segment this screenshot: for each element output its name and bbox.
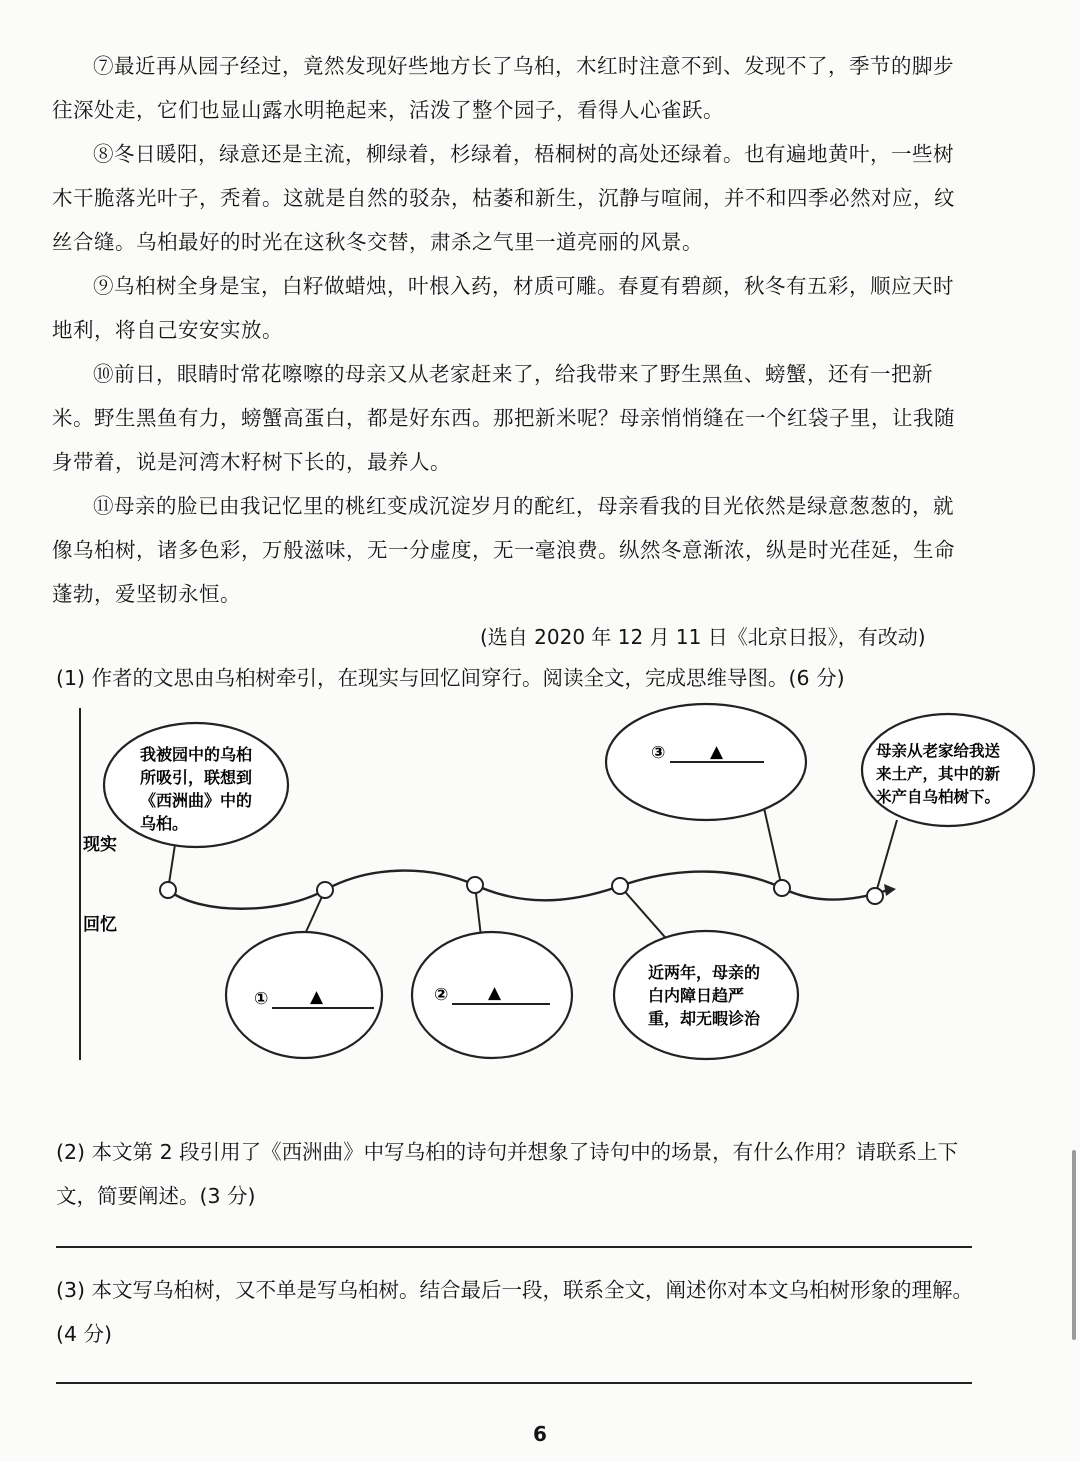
question-2: (2) 本文第 2 段引用了《西洲曲》中写乌桕的诗句并想象了诗句中的场景，有什么作用？请联系上下文，简要阐述。(3 分): [56, 1140, 959, 1208]
paragraph-10: ⑩前日，眼睛时常花嚓嚓的母亲又从老家赶来了，给我带来了野生黑鱼、螃蟹，还有一把新米。野生黑鱼有力，螃蟹高蛋白，都是好东西。那把新米呢？母亲悄悄缝在一个红袋子里，让我随身带着，说是河湾木籽树下长的，最养人。: [52, 362, 955, 474]
source-citation: (选自 2020 年 12 月 11 日《北京日报》，有改动): [480, 625, 926, 649]
timeline-node-6: [867, 888, 883, 904]
paragraph-8: ⑧冬日暖阳，绿意还是主流，柳绿着，杉绿着，梧桐树的高处还绿着。也有遍地黄叶，一些树木干脆落光叶子，秃着。这就是自然的驳杂，枯萎和新生，沉静与喧闹，并不和四季必然对应，纹丝合缝。乌桕最好的时光在这秋冬交替，肃杀之气里一道亮丽的风景。: [52, 142, 955, 254]
timeline-node-4: [612, 878, 628, 894]
question-3: (3) 本文写乌桕树，又不单是写乌桕树。结合最后一段，联系全文，阐述你对本文乌桕树形象的理解。(4 分): [56, 1278, 974, 1346]
mind-map: [0, 690, 1080, 1070]
blank-3-marker: ▲: [710, 742, 724, 762]
timeline-arrow: [884, 884, 896, 896]
connector-5: [764, 808, 782, 888]
page-number: 6: [533, 1422, 547, 1446]
axis-label-memory: 回忆: [83, 915, 117, 935]
answer-line-2: [56, 1246, 972, 1248]
timeline-node-1: [160, 882, 176, 898]
scrollbar[interactable]: [1072, 1150, 1076, 1340]
blank-2-marker: ▲: [488, 983, 502, 1003]
blank-2-number: ②: [434, 985, 449, 1005]
timeline-node-2: [317, 882, 333, 898]
answer-line-3: [56, 1382, 972, 1384]
paragraph-11: ⑪母亲的脸已由我记忆里的桃红变成沉淀岁月的酡红，母亲看我的目光依然是绿意葱葱的，就像乌桕树，诸多色彩，万般滋味，无一分虚度，无一毫浪费。纵然冬意渐浓，纵是时光荏延，生命蓬勃，爱坚韧永恒。: [52, 494, 955, 606]
connector-6: [875, 820, 897, 896]
blank-1-marker: ▲: [310, 987, 324, 1007]
bubble-illness-text: 近两年，母亲的 白内障日趋严 重，却无暇诊治: [648, 963, 761, 1028]
blank-1-number: ①: [254, 989, 269, 1009]
blank-3-number: ③: [651, 743, 666, 763]
question-1: (1) 作者的文思由乌桕树牵引，在现实与回忆间穿行。阅读全文，完成思维导图。(6 分): [56, 666, 845, 690]
bubble-blank-1: [226, 932, 382, 1058]
timeline-node-5: [774, 880, 790, 896]
bubble-start-text: 我被园中的乌桕 所吸引，联想到 《西洲曲》中的 乌桕。: [140, 745, 253, 833]
paragraph-9: ⑨乌桕树全身是宝，白籽做蜡烛，叶根入药，材质可雕。春夏有碧颜，秋冬有五彩，顺应天时地利，将自己安安实放。: [52, 274, 954, 342]
axis-label-reality: 现实: [83, 835, 117, 855]
bubble-end-text: 母亲从老家给我送 来土产，其中的新 米产自乌柏树下。: [876, 742, 1001, 806]
paragraph-7: ⑦最近再从园子经过，竟然发现好些地方长了乌桕，木红时注意不到、发现不了，季节的脚步往深处走，它们也显山露水明艳起来，活泼了整个园子，看得人心雀跃。: [52, 54, 954, 122]
timeline-node-3: [467, 877, 483, 893]
